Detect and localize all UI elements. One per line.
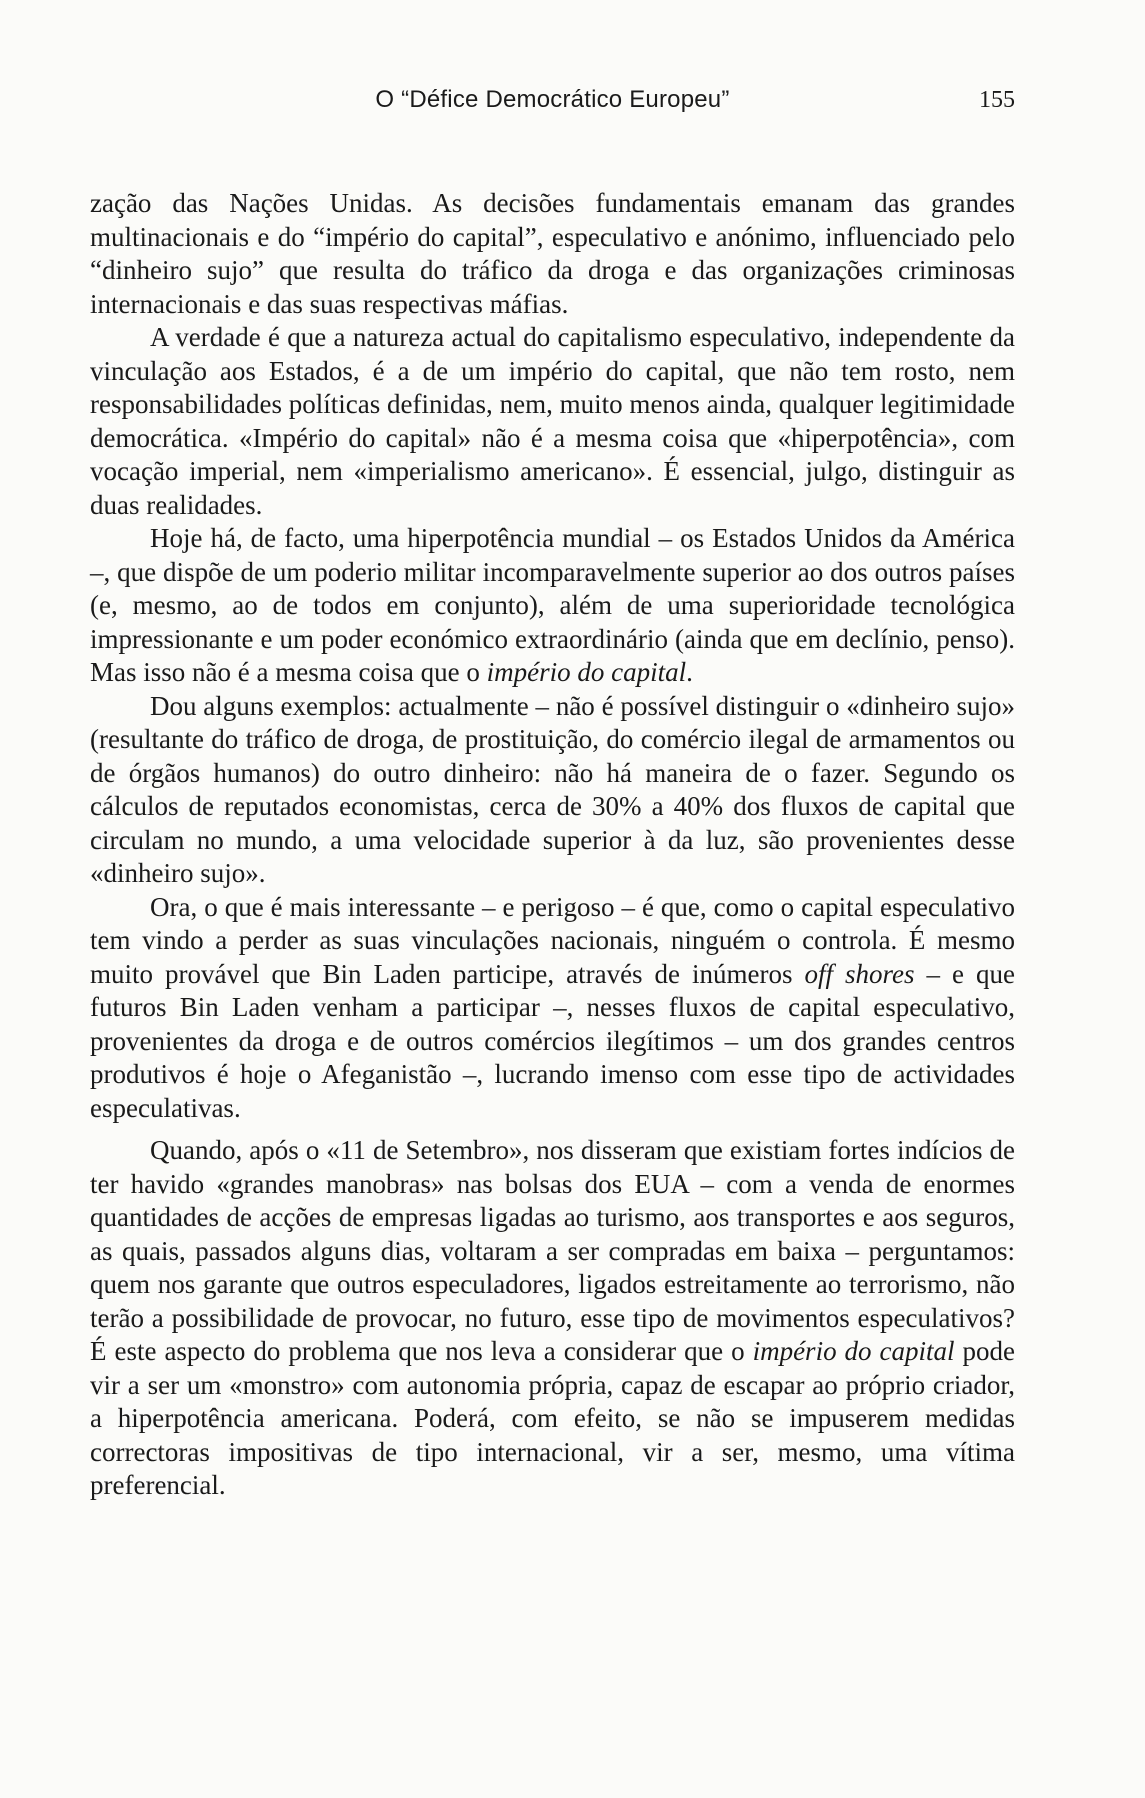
paragraph bbox=[90, 321, 1015, 522]
paragraph bbox=[90, 522, 1015, 690]
text-run: Ora, o que é mais interessante – e perigoso – é que, como o capital especulativo tem vindo a perder as suas vinculações nacionais, ninguém o controla. É mesmo muito provável que Bin Laden participe, através de inúmeros bbox=[90, 891, 1015, 989]
italic-text-run: império do capital bbox=[752, 1336, 955, 1366]
paragraph bbox=[90, 1134, 1015, 1503]
running-title: O “Défice Democrático Europeu” bbox=[375, 86, 730, 113]
running-head bbox=[90, 84, 1015, 124]
text-run: Hoje há, de facto, uma hiperpotência mundial – os Estados Unidos da América –, que dispõe de um poderio militar incomparavelmente superior ao dos outros países (e, mesmo, ao de todos em conjunto), além de uma superioridade tecnológica impressionante e um poder económico extraordinário (ainda que em declínio, penso). Mas isso não é a mesma coisa que o bbox=[90, 523, 1015, 687]
text-run: pode vir a ser um «monstro» com autonomia própria, capaz de escapar ao próprio criador, a hiperpotência americana. Poderá, com efeito, se não se impuserem medidas correctoras impositivas de tipo internacional, vir a ser, mesmo, uma vítima preferencial. bbox=[90, 1336, 1015, 1500]
text-run: Quando, após o «11 de Setembro», nos disseram que existiam fortes indícios de ter havido «grandes manobras» nas bolsas dos EUA – com a venda de enormes quantidades de acções de empresas ligadas ao turismo, aos transportes e aos seguros, as quais, passados alguns dias, voltaram a ser compradas em baixa – perguntamos: quem nos garante que outros especuladores, ligados estreitamente ao terrorismo, não terão a possibilidade de provocar, no futuro, esse tipo de movimentos especulativos? É este aspecto do problema que nos leva a considerar que o bbox=[90, 1135, 1015, 1366]
paragraph bbox=[90, 187, 1015, 321]
italic-text-run: império do capital bbox=[486, 657, 687, 687]
paragraph bbox=[90, 690, 1015, 891]
page-number: 155 bbox=[979, 87, 1015, 113]
italic-text-run: off shores bbox=[804, 958, 915, 989]
text-run: – e que futuros Bin Laden venham a participar –, nesses fluxos de capital especulativo, provenientes da droga e de outros comércios ilegítimos – um dos grandes centros produtivos é hoje o Afeganistão –, lucrando imenso com esse tipo de actividades especulativas. bbox=[90, 958, 1016, 1123]
text-run: Dou alguns exemplos: actualmente – não é possível distinguir o «dinheiro sujo» (resultante do tráfico de droga, de prostituição, do comércio ilegal de armamentos ou de órgãos humanos) do outro dinheiro: não há maneira de o fazer. Segundo os cálculos de reputados economistas, cerca de 30% a 40% dos fluxos de capital que circulam no mundo, a uma velocidade superior à da luz, são provenientes desse «dinheiro sujo». bbox=[90, 690, 1015, 888]
body-text bbox=[90, 187, 1015, 1503]
text-run: zação das Nações Unidas. As decisões fundamentais emanam das grandes multinacionais e do “império do capital”, especulativo e anónimo, influenciado pelo “dinheiro sujo” que resulta do tráfico da droga e das organizações criminosas internacionais e das suas respectivas máfias. bbox=[90, 188, 1015, 319]
paragraph bbox=[90, 891, 1015, 1126]
text-run: . bbox=[686, 657, 693, 687]
text-run: A verdade é que a natureza actual do capitalismo especulativo, independente da vinculação aos Estados, é a de um império do capital, que não tem rosto, nem responsabilidades políticas definidas, nem, muito menos ainda, qualquer legitimidade democrática. «Império do capital» não é a mesma coisa que «hiperpotência», com vocação imperial, nem «imperialismo americano». É essencial, julgo, distinguir as duas realidades. bbox=[90, 322, 1015, 520]
